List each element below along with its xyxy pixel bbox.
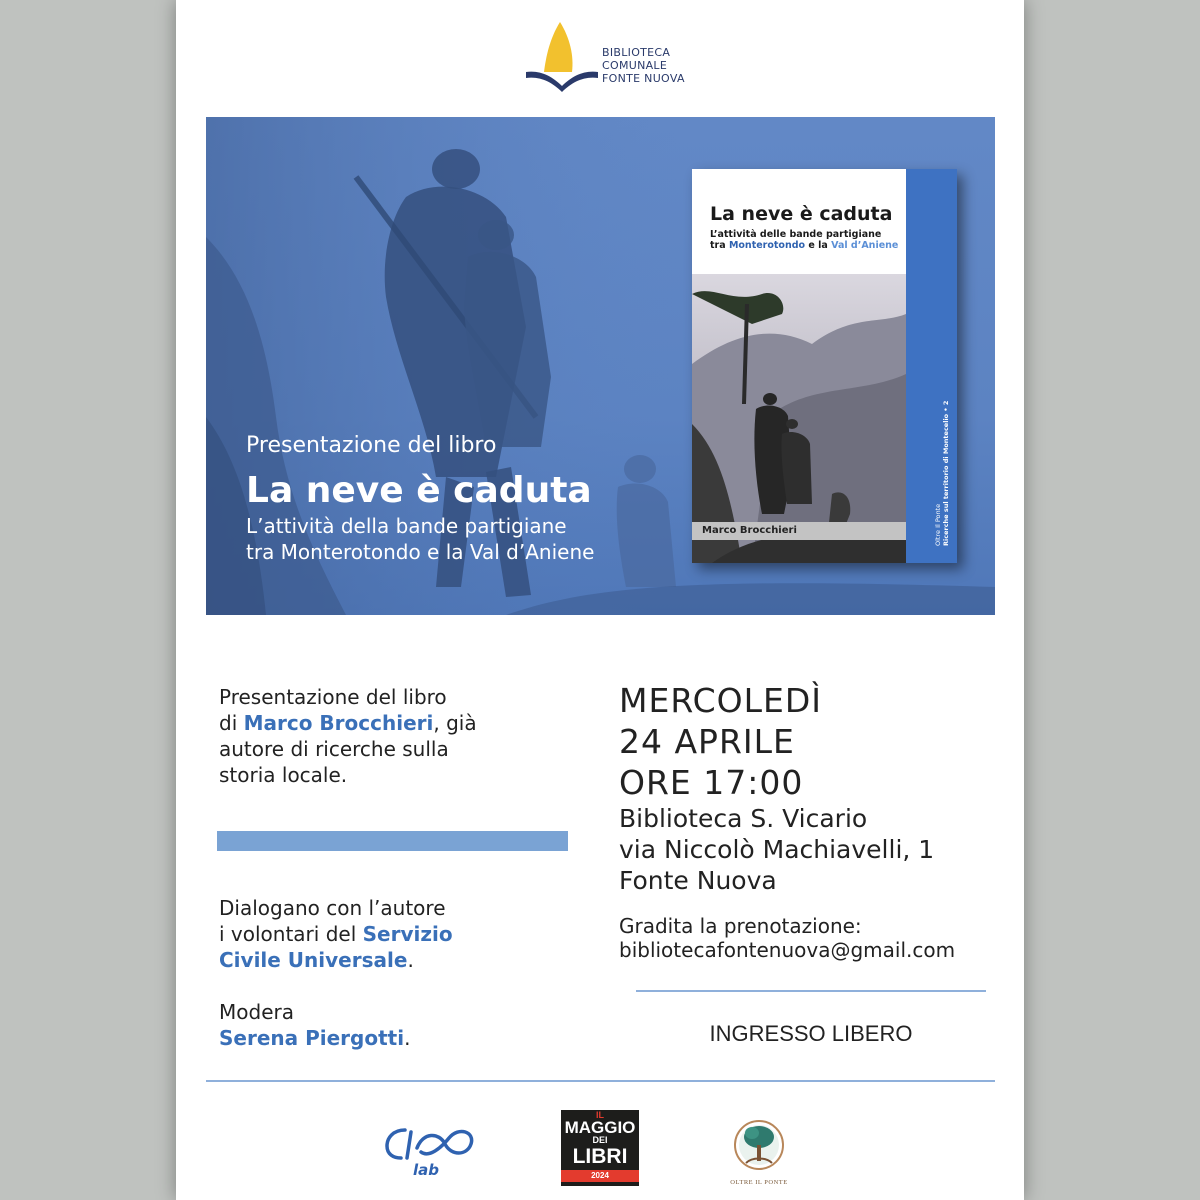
library-logo <box>522 20 692 95</box>
maggio-year: 2024 <box>561 1170 639 1182</box>
book-spine-series: Oltre Il Ponte <box>934 503 942 546</box>
book-sail-icon <box>522 20 602 95</box>
library-name-line: COMUNALE <box>602 59 668 72</box>
moderator-text <box>219 999 579 1051</box>
book-subtitle-line: L’attività delle bande partigiane <box>710 229 882 240</box>
intro-line: Presentazione del libro <box>219 685 447 709</box>
cia-lab-sub: lab <box>413 1161 440 1178</box>
book-subtitle-word: tra <box>710 240 729 251</box>
oltre-il-ponte-logo <box>724 1115 794 1191</box>
library-name <box>602 46 685 85</box>
event-address: via Niccolò Machiavelli, 1 <box>619 835 935 864</box>
intro-line: storia locale. <box>219 763 348 787</box>
section-divider <box>217 831 568 851</box>
event-day: MERCOLEDÌ <box>619 681 823 720</box>
book-spine-text <box>934 401 950 546</box>
divider-line <box>636 990 986 992</box>
book-subtitle-place: Monterotondo <box>728 240 806 251</box>
maggio-word: MAGGIO <box>564 1118 636 1137</box>
moderator-label: Modera <box>219 1000 294 1024</box>
banner-description: L’attività della bande partigiane <box>246 514 567 538</box>
moderator-name: Serena Piergotti <box>219 1026 405 1050</box>
booking-email-link[interactable]: bibliotecafontenuova@gmail.com <box>619 938 956 962</box>
booking-label: Gradita la prenotazione: <box>619 914 862 938</box>
booking-info <box>619 914 955 962</box>
organization-name: Civile Universale <box>219 948 408 972</box>
intro-line: autore di ricerche sulla <box>219 737 449 761</box>
dialog-word: . <box>407 948 414 972</box>
maggio-dei-libri-logo <box>561 1110 639 1186</box>
book-subtitle <box>710 229 898 251</box>
dialog-line <box>219 921 579 947</box>
footer-divider <box>206 1080 995 1082</box>
book-subtitle-line <box>710 240 898 251</box>
poster <box>176 0 1024 1200</box>
book-cover-photo <box>692 274 906 563</box>
book-title: La neve è caduta <box>710 203 893 225</box>
moderator-punct: . <box>404 1026 411 1050</box>
maggio-word: LIBRI <box>572 1145 628 1168</box>
author-name: Marco Brocchieri <box>243 711 434 735</box>
banner-description: tra Monterotondo e la Val d’Aniene <box>246 540 595 564</box>
dialog-word: i volontari del <box>219 922 363 946</box>
cia-lab-logo-icon <box>383 1118 478 1178</box>
maggio-word: DEI <box>592 1135 608 1145</box>
book-cover-header <box>692 169 906 274</box>
library-name-line: BIBLIOTECA <box>602 46 671 59</box>
banner-text <box>246 433 594 565</box>
free-entry-label: INGRESSO LIBERO <box>709 1021 913 1046</box>
tree-emblem-icon <box>724 1115 794 1177</box>
presentation-text <box>219 684 579 788</box>
dialog-line <box>219 947 579 973</box>
intro-line <box>219 710 579 736</box>
book-subtitle-word: e la <box>805 240 832 251</box>
intro-word: di <box>219 711 244 735</box>
banner-title: La neve è caduta <box>246 470 592 511</box>
dialog-line: Dialogano con l’autore <box>219 896 446 920</box>
intro-word: , già <box>433 711 477 735</box>
dialog-text <box>219 895 579 973</box>
event-details <box>619 680 934 896</box>
cia-lab-logo <box>383 1118 478 1178</box>
oltre-il-ponte-label: OLTRE IL PONTE <box>730 1179 788 1186</box>
event-venue: Biblioteca S. Vicario <box>619 804 868 833</box>
book-subtitle-place: Val d’Aniene <box>831 240 899 251</box>
event-time: ORE 17:00 <box>619 763 804 802</box>
library-name-line: FONTE NUOVA <box>602 72 685 85</box>
event-city: Fonte Nuova <box>619 866 777 895</box>
moderator-line <box>219 1025 579 1051</box>
book-author: Marco Brocchieri <box>692 522 906 540</box>
book-spine-collection: Ricerche sul territorio di Montecelio • 2 <box>942 400 950 546</box>
banner-subtitle: Presentazione del libro <box>246 433 497 458</box>
maggio-word: IL <box>596 1110 604 1120</box>
event-date: 24 APRILE <box>619 722 795 761</box>
hero-banner <box>206 117 995 615</box>
book-cover <box>692 169 957 563</box>
organization-name: Servizio <box>362 922 453 946</box>
